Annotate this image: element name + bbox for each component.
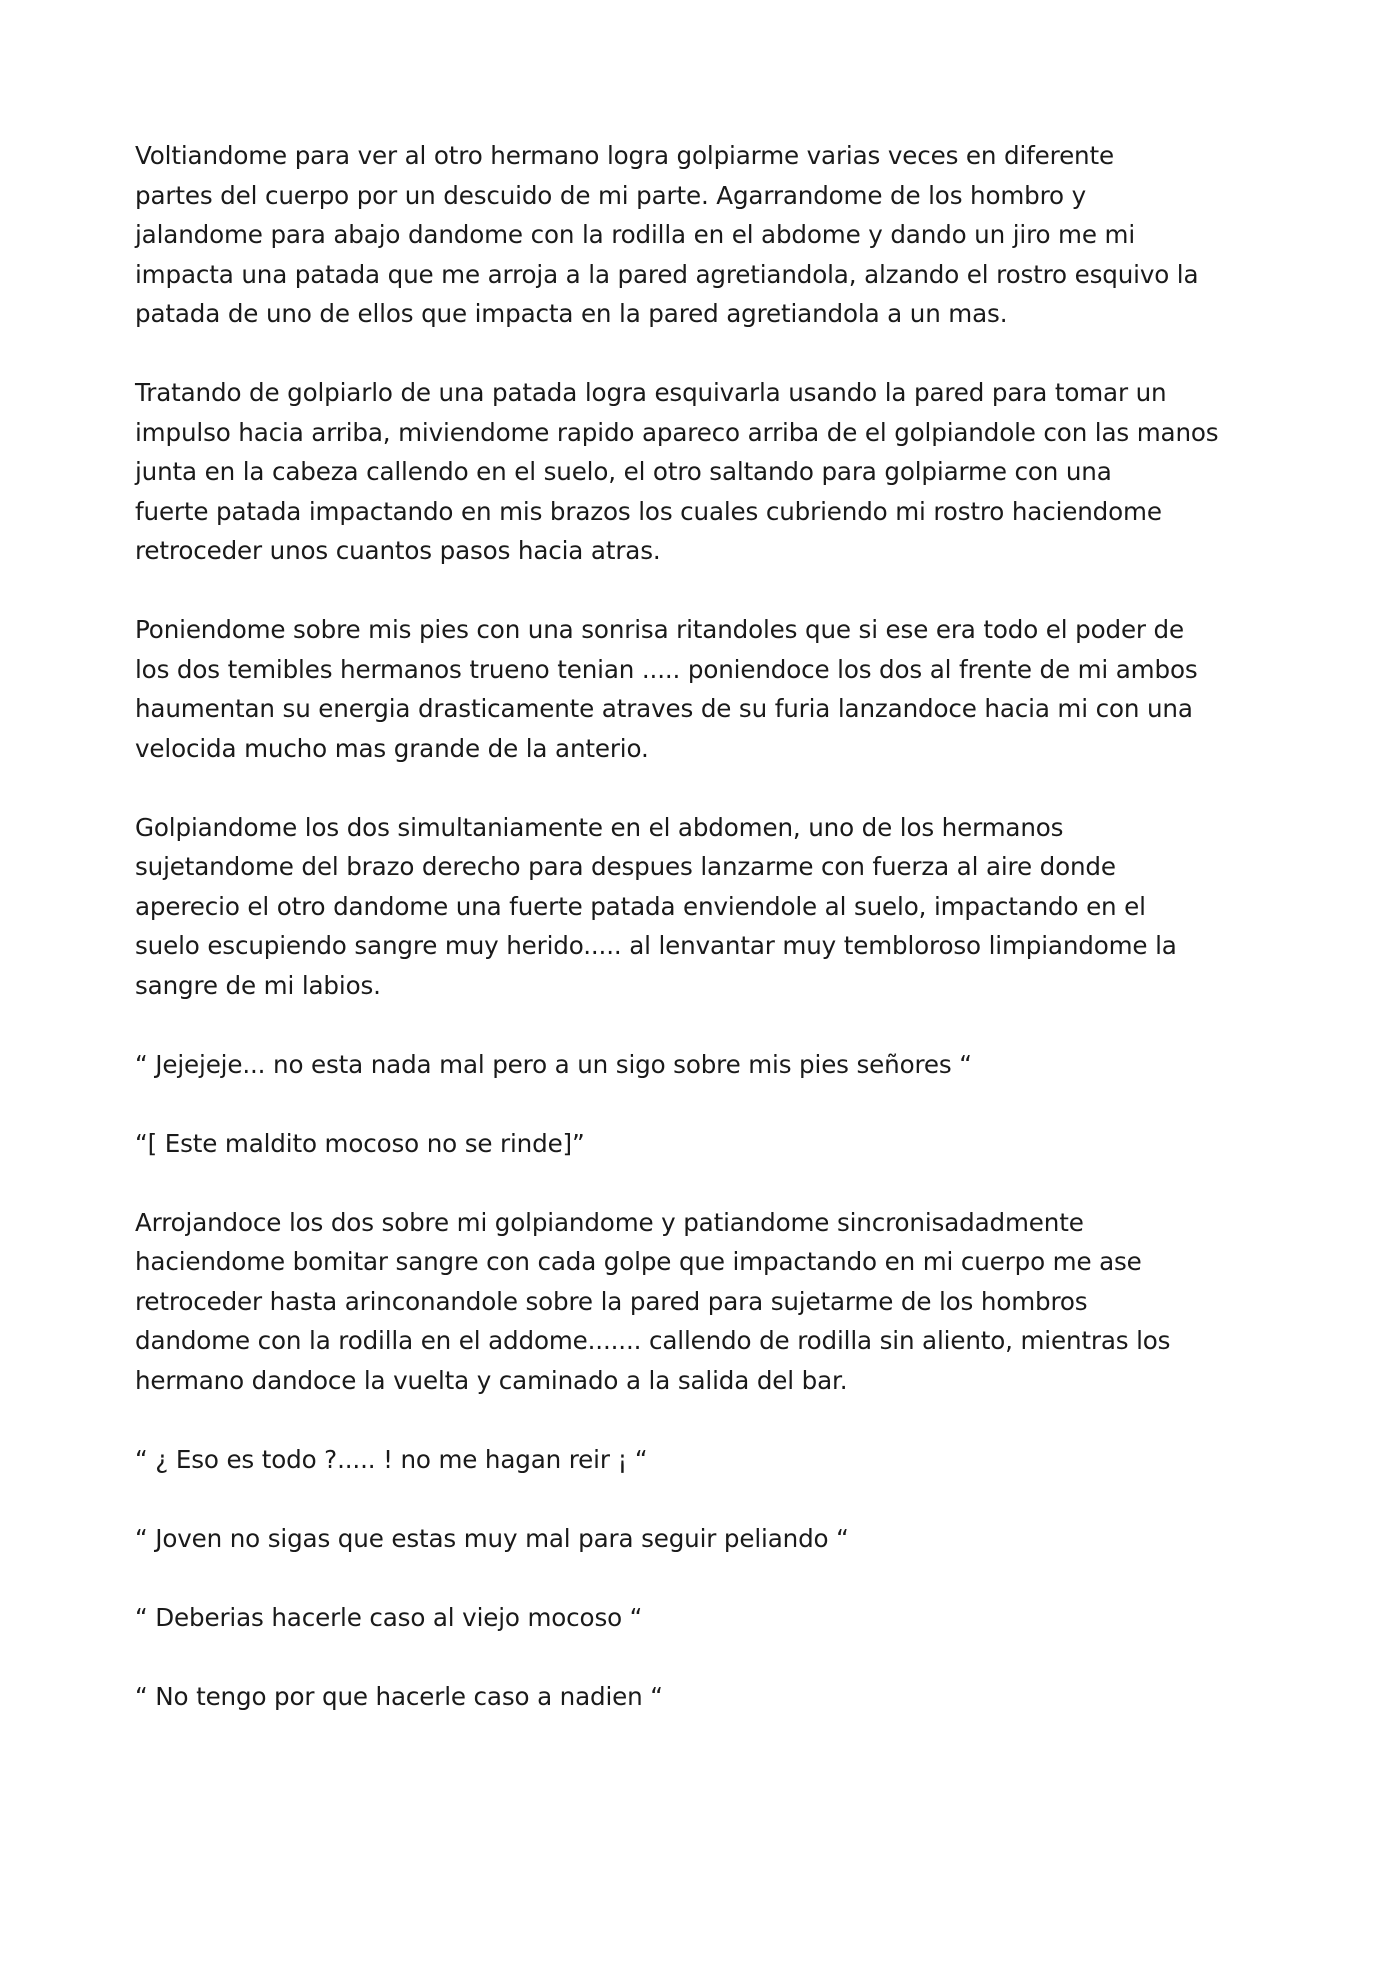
paragraph-2: Tratando de golpiarlo de una patada logra esquivarla usando la pared para tomar un impulso hacia arriba, miviendome rapido apareco arriba de el golpiandole con las manos junta en la cabeza callendo en el suelo, el otro saltando para golpiarme con una fuerte patada impactando en mis brazos los cuales cubriendo mi rostro haciendome retroceder unos cuantos pasos hacia atras. bbox=[135, 378, 1219, 565]
dialogue-line-3: “ ¿ Eso es todo ?..... ! no me hagan reir ¡ “ bbox=[135, 1444, 648, 1474]
paragraph-4: Golpiandome los dos simultaniamente en el abdomen, uno de los hermanos sujetandome del brazo derecho para despues lanzarme con fuerza al aire donde aperecio el otro dandome una fuerte patada enviendole al suelo, impactando en el suelo escupiendo sangre muy herido..... al lenvantar muy tembloroso limpiandome la sangre de mi labios. bbox=[135, 812, 1177, 1000]
dialogue-line-4: “ Joven no sigas que estas muy mal para seguir peliando “ bbox=[135, 1523, 849, 1553]
paragraph-1: Voltiandome para ver al otro hermano logra golpiarme varias veces en diferente partes del cuerpo por un descuido de mi parte. Agarrandome de los hombro y jalandome para abajo dandome con la rodilla en el abdome y dando un jiro me mi impacta una patada que me arroja a la pared agretiandola, alzando el rostro esquivo la patada de uno de ellos que impacta en la pared agretiandola a un mas. bbox=[135, 141, 1199, 328]
dialogue-line-1: “ Jejejeje... no esta nada mal pero a un sigo sobre mis pies señores “ bbox=[135, 1049, 972, 1079]
dialogue-line-6: “ No tengo por que hacerle caso a nadien “ bbox=[135, 1681, 663, 1711]
document-body bbox=[135, 136, 1275, 1756]
paragraph-3: Poniendome sobre mis pies con una sonrisa ritandoles que si ese era todo el poder de los dos temibles hermanos trueno tenian ..... poniendoce los dos al frente de mi ambos haumentan su energia drasticamente atraves de su furia lanzandoce hacia mi con una velocida mucho mas grande de la anterio. bbox=[135, 615, 1198, 763]
dialogue-line-5: “ Deberias hacerle caso al viejo mocoso “ bbox=[135, 1602, 643, 1632]
paragraph-5: Arrojandoce los dos sobre mi golpiandome y patiandome sincronisadadmente haciendome bomitar sangre con cada golpe que impactando en mi cuerpo me ase retroceder hasta arinconandole sobre la pared para sujetarme de los hombros dandome con la rodilla en el addome....... callendo de rodilla sin aliento, mientras los hermano dandoce la vuelta y caminado a la salida del bar. bbox=[135, 1207, 1171, 1395]
dialogue-line-2: “[ Este maldito mocoso no se rinde]” bbox=[135, 1128, 585, 1158]
